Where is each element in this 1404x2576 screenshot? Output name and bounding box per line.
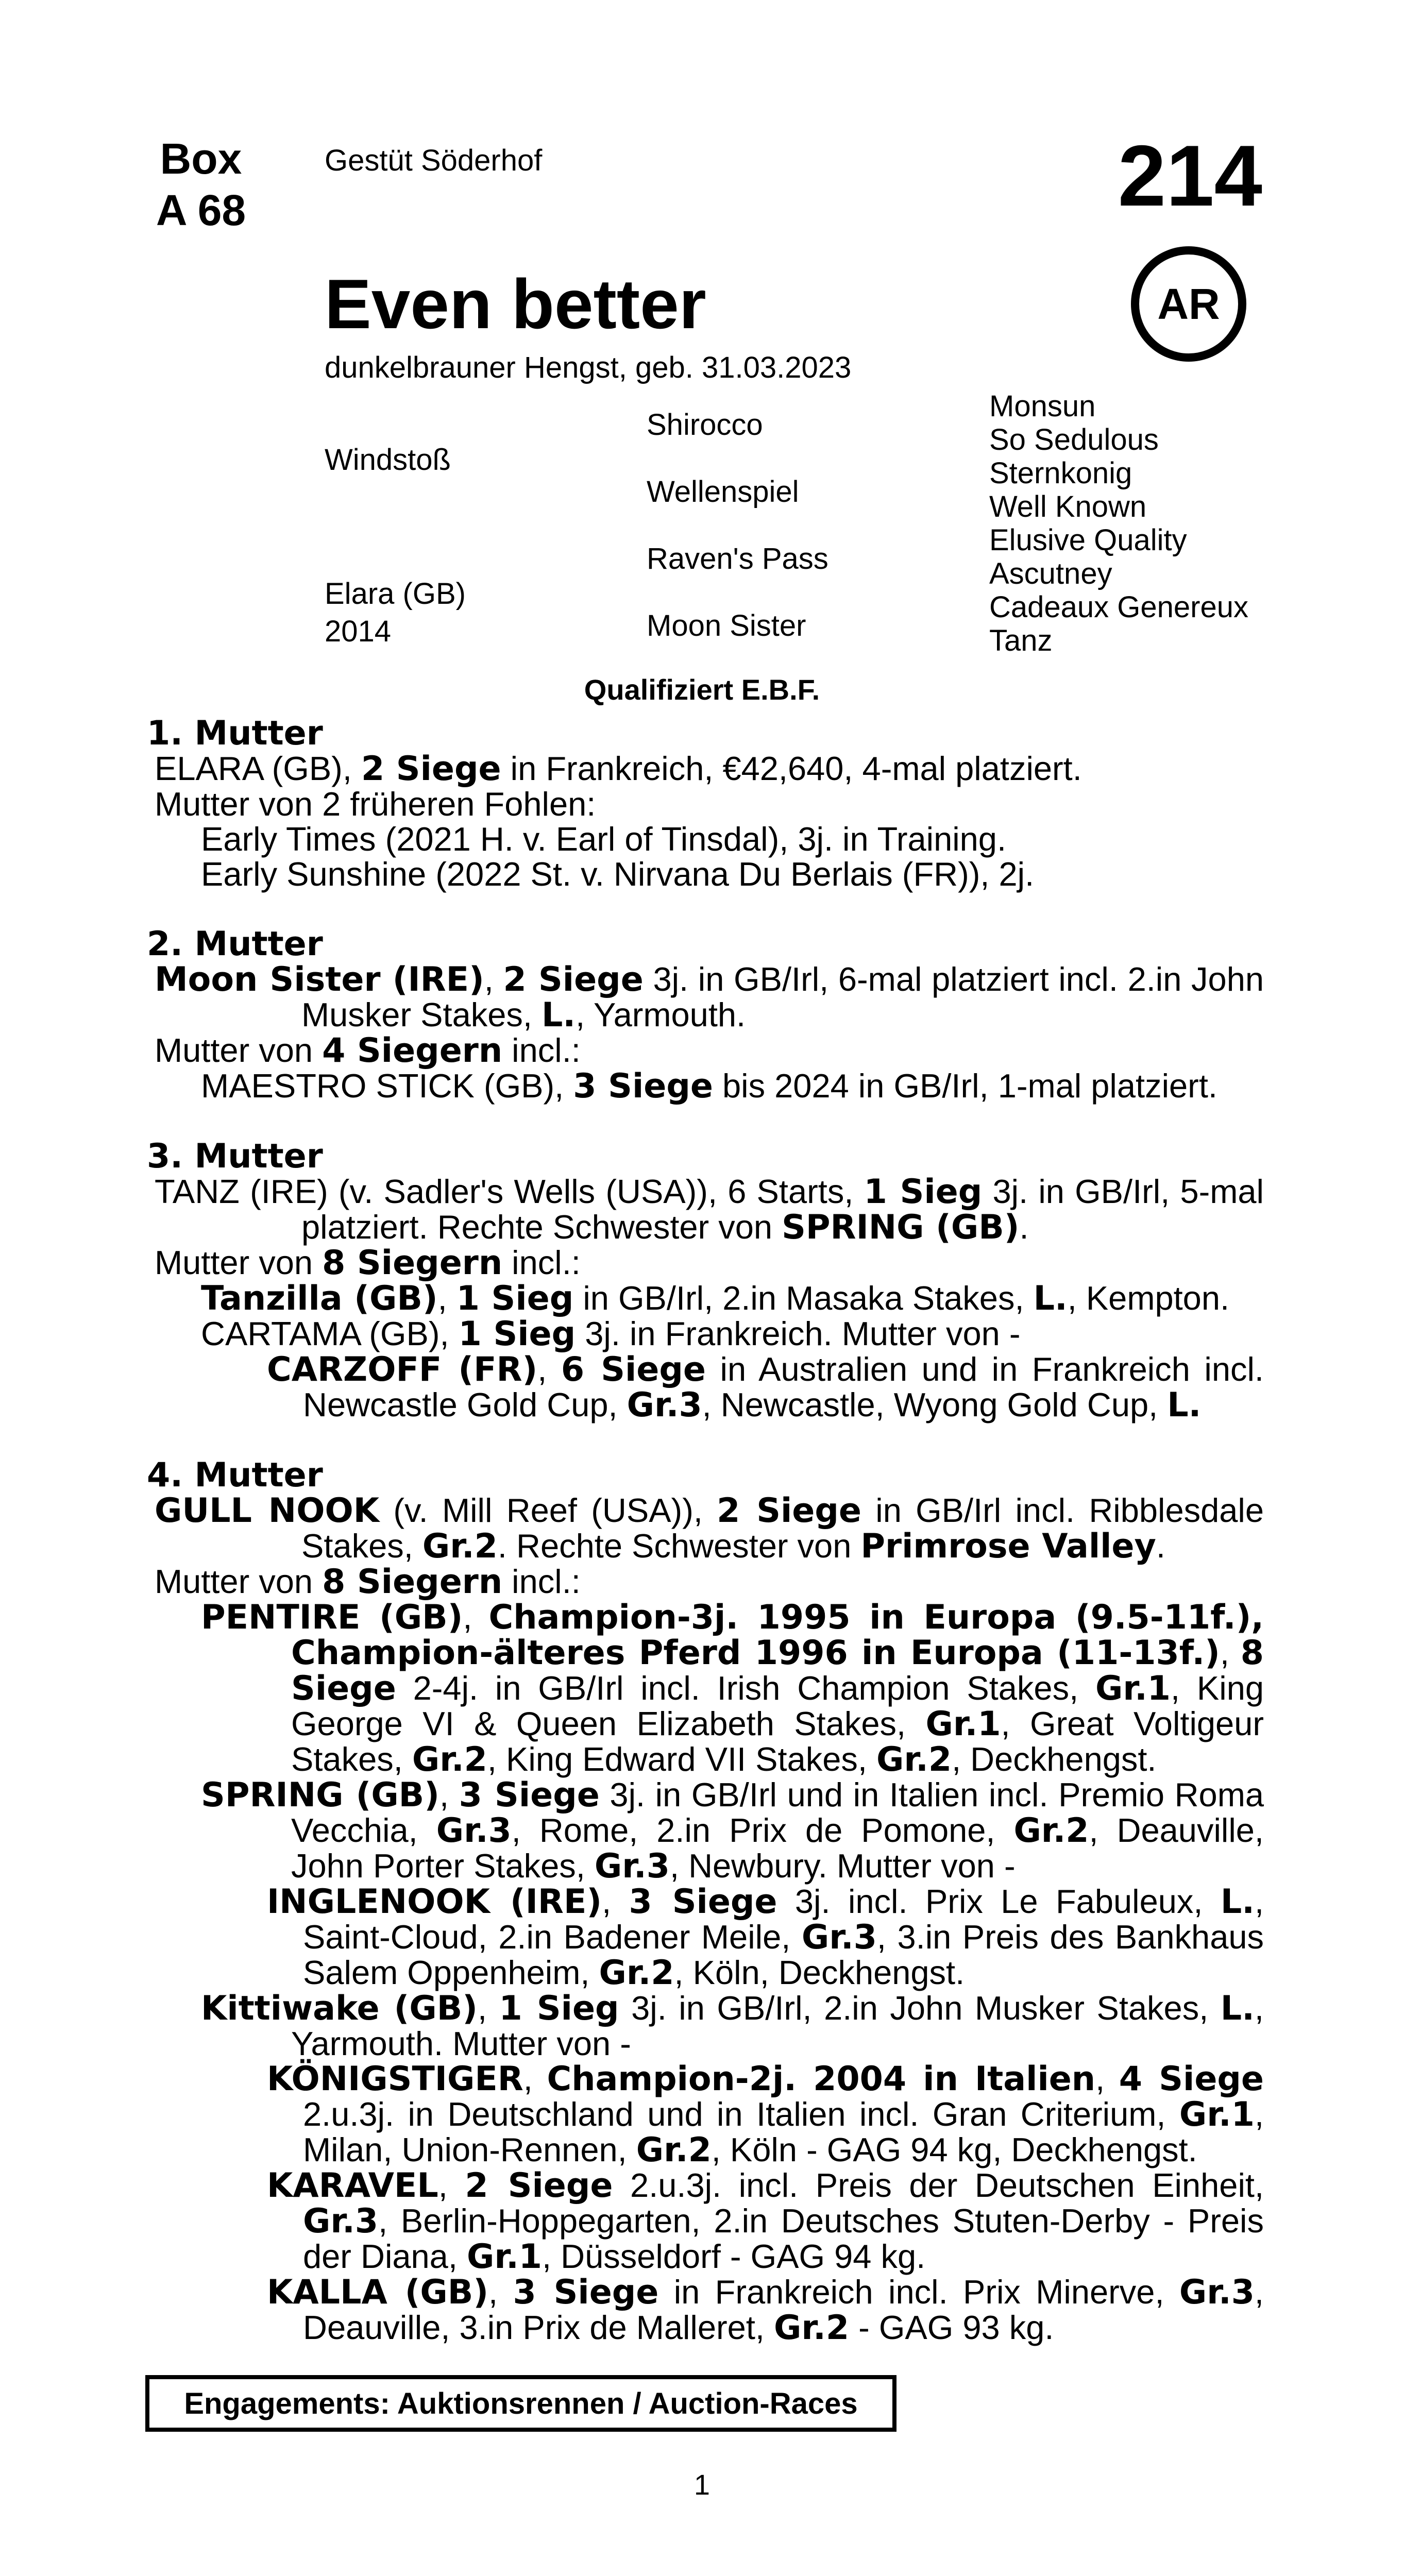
section-heading: 4. Mutter <box>147 1456 323 1495</box>
dam-section <box>0 1139 1404 1423</box>
box-label: Box <box>160 134 242 183</box>
progeny-entry: MAESTRO STICK (GB), 3 Siege bis 2024 in GB/Irl, 1-mal platziert. <box>201 1067 1217 1106</box>
progeny-entry: Mutter von 8 Siegern incl.: <box>155 1563 581 1601</box>
progeny-entry: Early Sunshine (2022 St. v. Nirvana Du Berlais (FR)), 2j. <box>201 855 1035 893</box>
horse-description: dunkelbrauner Hengst, geb. 31.03.2023 <box>325 351 852 384</box>
progeny-entry: CARTAMA (GB), 1 Sieg 3j. in Frankreich. Mutter von - <box>201 1315 1021 1353</box>
dam-section <box>0 1458 1404 2346</box>
progeny-entry: GULL NOOK (v. Mill Reef (USA)), 2 Siege in GB/Irl incl. Ribblesdale Stakes, Gr.2. Rechte Schwester von Primrose Valley. <box>155 1492 1264 1566</box>
progeny-entry: Moon Sister (IRE), 2 Siege 3j. in GB/Irl, 6-mal platziert incl. 2.in John Musker Stakes, L., Yarmouth. <box>155 960 1264 1035</box>
engagements-box <box>145 2375 896 2432</box>
pedigree-gen3: Elusive Quality <box>989 523 1187 557</box>
pedigree-gen3: Well Known <box>989 490 1147 523</box>
progeny-entry: Tanzilla (GB), 1 Sieg in GB/Irl, 2.in Masaka Stakes, L., Kempton. <box>201 1279 1230 1318</box>
pedigree-gen2: Raven's Pass <box>647 542 828 575</box>
pedigree-gen3: Sternkonig <box>989 456 1132 490</box>
progeny-entry: Mutter von 4 Siegern incl.: <box>155 1031 581 1070</box>
breeder: Gestüt Söderhof <box>325 144 543 177</box>
pedigree-gen3: Cadeaux Genereux <box>989 590 1248 624</box>
ar-badge <box>1131 246 1246 362</box>
pedigree-gen3: Tanz <box>989 624 1053 657</box>
progeny-entry: INGLENOOK (IRE), 3 Siege 3j. incl. Prix Le Fabuleux, L., Saint-Cloud, 2.in Badener Meile, Gr.3, 3.in Preis des Bankhaus Salem Oppenheim, Gr.2, Köln, Deckhengst. <box>267 1883 1264 1992</box>
section-gap <box>0 1423 1404 1458</box>
progeny-entry: TANZ (IRE) (v. Sadler's Wells (USA)), 6 Starts, 1 Sieg 3j. in GB/Irl, 5-mal platziert. Rechte Schwester von SPRING (GB). <box>155 1173 1264 1247</box>
section-gap <box>0 892 1404 927</box>
pedigree-dam: Elara (GB) <box>325 577 466 611</box>
section-heading: 1. Mutter <box>147 714 323 753</box>
pedigree-dam-year: 2014 <box>325 615 392 648</box>
section-heading: 2. Mutter <box>147 925 323 963</box>
progeny-entry: KARAVEL, 2 Siege 2.u.3j. incl. Preis der Deutschen Einheit, Gr.3, Berlin-Hoppegarten, 2.in Deutsches Stuten-Derby - Preis der Diana, Gr.1, Düsseldorf - GAG 94 kg. <box>267 2166 1264 2276</box>
progeny-entry: KÖNIGSTIGER, Champion-2j. 2004 in Italien, 4 Siege 2.u.3j. in Deutschland und in Italien incl. Gran Criterium, Gr.1, Milan, Union-Rennen, Gr.2, Köln - GAG 94 kg, Deckhengst. <box>267 2060 1264 2170</box>
engagements-text: Engagements: Auktionsrennen / Auction-Races <box>184 2386 858 2420</box>
pedigree-sire: Windstoß <box>325 443 451 477</box>
qualification: Qualifiziert E.B.F. <box>584 673 820 706</box>
box-number: A 68 <box>156 186 246 234</box>
progeny-entry: Early Times (2021 H. v. Earl of Tinsdal), 3j. in Training. <box>201 820 1007 858</box>
pedigree-gen3: So Sedulous <box>989 423 1159 456</box>
progeny-entry: KALLA (GB), 3 Siege in Frankreich incl. Prix Minerve, Gr.3, Deauville, 3.in Prix de Malleret, Gr.2 - GAG 93 kg. <box>267 2273 1264 2347</box>
pedigree-gen2: Wellenspiel <box>647 475 799 509</box>
lot-number: 214 <box>1118 127 1262 224</box>
pedigree-gen2: Shirocco <box>647 408 763 442</box>
pedigree-gen2: Moon Sister <box>647 609 806 642</box>
dam-section <box>0 927 1404 1104</box>
progeny-entry: Kittiwake (GB), 1 Sieg 3j. in GB/Irl, 2.in John Musker Stakes, L., Yarmouth. Mutter von - <box>201 1989 1264 2062</box>
progeny-entry: SPRING (GB), 3 Siege 3j. in GB/Irl und in Italien incl. Premio Roma Vecchia, Gr.3, Rome, 2.in Prix de Pomone, Gr.2, Deauville, John Porter Stakes, Gr.3, Newbury. Mutter von - <box>201 1776 1264 1886</box>
pedigree-gen3: Monsun <box>989 389 1096 423</box>
page-number: 1 <box>693 2468 711 2501</box>
ar-badge-label: AR <box>1157 279 1220 328</box>
section-gap <box>0 1104 1404 1139</box>
progeny-entry: ELARA (GB), 2 Siege in Frankreich, €42,640, 4-mal platziert. <box>155 750 1082 788</box>
horse-name: Even better <box>325 265 706 343</box>
progeny-entry: CARZOFF (FR), 6 Siege in Australien und in Frankreich incl. Newcastle Gold Cup, Gr.3, Newcastle, Wyong Gold Cup, L. <box>267 1350 1264 1425</box>
dam-line <box>0 716 1404 2346</box>
progeny-entry: Mutter von 8 Siegern incl.: <box>155 1244 581 1282</box>
progeny-entry: PENTIRE (GB), Champion-3j. 1995 in Europa (9.5-11f.), Champion-älteres Pferd 1996 in Europa (11-13f.), 8 Siege 2-4j. in GB/Irl incl. Irish Champion Stakes, Gr.1, King George VI & Queen Elizabeth Stakes, Gr.1, Great Voltigeur Stakes, Gr.2, King Edward VII Stakes, Gr.2, Deckhengst. <box>201 1598 1264 1779</box>
progeny-entry: Mutter von 2 früheren Fohlen: <box>155 785 596 823</box>
pedigree-gen3: Ascutney <box>989 557 1112 590</box>
box-info <box>139 133 263 236</box>
dam-section <box>0 716 1404 892</box>
section-heading: 3. Mutter <box>147 1137 323 1176</box>
